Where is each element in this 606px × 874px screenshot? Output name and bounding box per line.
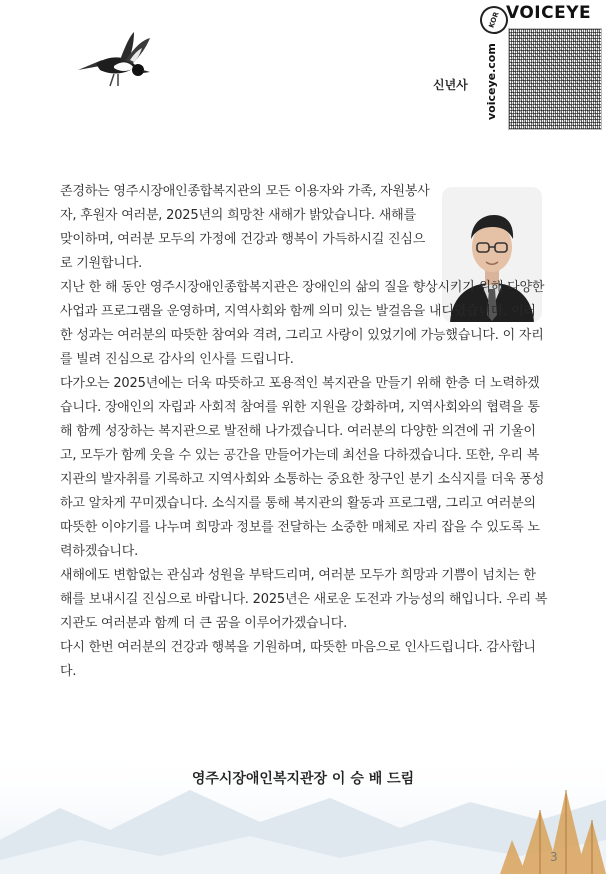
voiceye-url: voiceye.com [485,43,498,120]
letter-body [60,180,548,684]
paragraph-greeting: 존경하는 영주시장애인종합복지관의 모든 이용자와 가족, 자원봉사자, 후원자 여러분, 2025년의 희망찬 새해가 밝았습니다. 새해를 맞이하며, 여러분 모두의 가정에 건강과 행복이 가득하시길 진심으로 기원합니다. [60,184,430,271]
voiceye-brand: VOICEYE [506,3,592,23]
paragraph-wishes: 새해에도 변함없는 관심과 성원을 부탁드리며, 여러분 모두가 희망과 기쁨이 넘치는 한 해를 보내시길 진심으로 바랍니다. 2025년은 새로운 도전과 가능성의 해입니다. 우리 복지관도 여러분과 함께 더 큰 꿈을 이루어가겠습니다. [60,568,548,631]
paragraph-last-year: 지난 한 해 동안 영주시장애인종합복지관은 장애인의 삶의 질을 향상시키기 위해 다양한 사업과 프로그램을 운영하며, 지역사회와 함께 의미 있는 발걸음을 내디뎠습니다. 이러한 성과는 여러분의 따뜻한 참여와 격려, 그리고 사랑이 있었기에 가능했습니다. 이 자리를 빌려 진심으로 감사의 인사를 드립니다. [60,280,545,367]
page-number: 3 [550,850,558,864]
section-label: 신년사 [433,78,468,92]
paragraph-closing: 다시 한번 여러분의 건강과 행복을 기원하며, 따뜻한 마음으로 인사드립니다. 감사합니다. [60,640,536,679]
signature: 영주시장애인복지관장 이 승 배 드림 [191,771,415,787]
kor-badge-icon: KOR [476,2,512,38]
magpie-illustration [70,30,170,94]
voiceye-code-image [508,28,602,130]
paragraph-plans: 다가오는 2025년에는 더욱 따뜻하고 포용적인 복지관을 만들기 위해 한층 더 노력하겠습니다. 장애인의 자립과 사회적 참여를 위한 지원을 강화하며, 지역사회와의 협력을 통해 함께 성장하는 복지관으로 발전해 나가겠습니다. 여러분의 다양한 의견에 귀 기울이고, 모두가 함께 웃을 수 있는 공간을 만들어가는데 최선을 다하겠습니다. 또한, 우리 복지관의 발자취를 기록하고 지역사회와 소통하는 중요한 창구인 분기 소식지를 더욱 풍성하고 알차게 꾸미겠습니다. 소식지를 통해 복지관의 활동과 프로그램, 그리고 여러분의 따뜻한 이야기를 나누며 희망과 정보를 전달하는 소중한 매체로 자리 잡을 수 있도록 노력하겠습니다. [60,376,545,559]
